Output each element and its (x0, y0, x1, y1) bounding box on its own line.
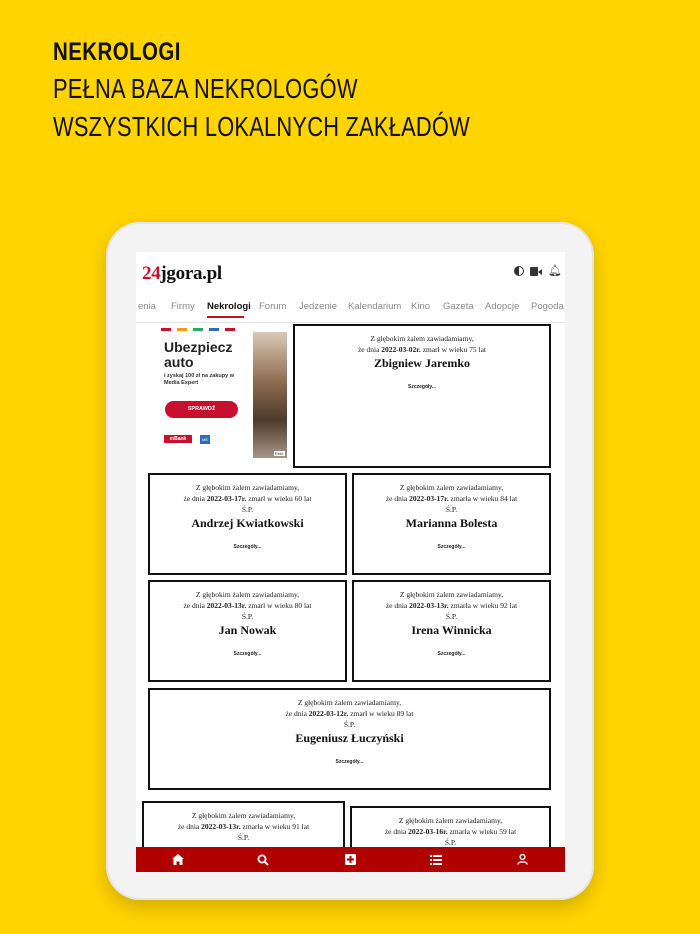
logo-number: 24 (142, 263, 161, 284)
nav-item-adopcje[interactable]: Adopcje (485, 301, 520, 312)
card-intro: Z głębokim żalem zawiadamiamy, (191, 811, 296, 820)
obituary-card[interactable] (352, 580, 551, 682)
promo-subtitle-1: PEŁNA BAZA NEKROLOGÓW (53, 73, 358, 104)
details-link[interactable]: Szczegóły... (335, 759, 364, 765)
nav-item-gazeta[interactable]: Gazeta (443, 301, 474, 312)
card-intro: Z głębokim żalem zawiadamiamy, (399, 590, 504, 599)
ad-cta-button[interactable]: SPRAWDŹ (165, 401, 238, 418)
card-sp: Ś.P. (241, 505, 254, 514)
card-date-line: że dnia 2022-03-17r. zmarł w wieku 60 lat (183, 494, 312, 503)
obituary-card[interactable] (148, 580, 347, 682)
ad-logos (164, 435, 210, 444)
card-date-line: że dnia 2022-03-13r. zmarła w wieku 92 lat (385, 601, 518, 610)
ad-subtitle: i zyskaj 100 zł na zakupy w Media Expert (164, 373, 235, 386)
nav-item-pogoda[interactable]: Pogoda (531, 301, 564, 312)
details-link[interactable]: Szczegóły... (233, 544, 262, 550)
obituary-card[interactable] (148, 473, 347, 575)
card-name: Andrzej Kwiatkowski (191, 516, 304, 530)
header-icons (514, 265, 562, 277)
obituary-card[interactable] (148, 688, 551, 790)
bottom-nav (136, 847, 565, 872)
video-icon[interactable] (530, 267, 542, 276)
details-link[interactable]: Szczegóły... (437, 544, 466, 550)
card-sp: Ś.P. (444, 838, 457, 847)
advertisement[interactable] (153, 328, 287, 458)
user-icon[interactable] (502, 847, 542, 872)
card-sp: Ś.P. (241, 612, 254, 621)
contrast-icon[interactable] (514, 266, 524, 276)
list-icon[interactable] (416, 847, 456, 872)
nav-item-kino[interactable]: Kino (411, 301, 431, 312)
bell-icon[interactable]: 🔔︎ (548, 265, 562, 277)
details-link[interactable]: Szczegóły... (408, 384, 436, 390)
card-sp: Ś.P. (445, 612, 458, 621)
nav-item-firmy[interactable]: Firmy (171, 301, 195, 312)
details-link[interactable]: Szczegóły... (233, 651, 262, 657)
obituary-card[interactable] (293, 324, 551, 468)
ad-logo-media-expert: ME (202, 437, 208, 442)
nav-item-forum[interactable]: Forum (259, 301, 287, 312)
card-intro: Z głębokim żalem zawiadamiamy, (399, 483, 504, 492)
card-name: Marianna Bolesta (405, 516, 498, 530)
app-screen (136, 252, 565, 872)
nav-item-nekrologi[interactable]: Nekrologi (207, 301, 251, 312)
app-header (136, 252, 565, 296)
card-date-line: że dnia 2022-03-13r. zmarł w wieku 80 lat (183, 601, 312, 610)
card-sp: Ś.P. (237, 833, 250, 842)
card-name: Eugeniusz Łuczyński (295, 731, 404, 745)
card-date-line: że dnia 2022-03-13r. zmarła w wieku 91 lat (177, 822, 310, 831)
promo-headline (53, 38, 588, 143)
ad-photo (253, 332, 287, 458)
category-nav (136, 296, 565, 323)
card-name: Irena Winnicka (411, 623, 492, 637)
card-intro: Z głębokim żalem zawiadamiamy, (297, 698, 402, 707)
card-intro: Z głębokim żalem zawiadamiamy, (195, 483, 300, 492)
card-sp: Ś.P. (343, 720, 356, 729)
logo-text: jgora.pl (160, 263, 222, 284)
site-logo[interactable] (142, 263, 222, 285)
nav-item-partial[interactable]: enia (138, 301, 156, 312)
obituary-list (136, 324, 565, 847)
promo-subtitle-2: WSZYSTKICH LOKALNYCH ZAKŁADÓW (53, 111, 470, 142)
card-intro: Z głębokim żalem zawiadamiamy, (398, 816, 503, 825)
card-date-line: że dnia 2022-03-12r. zmarł w wieku 89 lat (285, 709, 414, 718)
ad-logo-mbank: mBank (164, 435, 192, 443)
card-date-line: że dnia 2022-03-16r. zmarła w wieku 59 lat (384, 827, 517, 836)
ad-tag: Rekl. (274, 451, 284, 456)
card-intro: Z głębokim żalem zawiadamiamy, (370, 334, 474, 343)
card-name: Zbigniew Jaremko (373, 356, 471, 370)
obituary-card[interactable] (352, 473, 551, 575)
home-icon[interactable] (158, 847, 198, 872)
ad-color-bar (153, 328, 251, 331)
card-date-line: że dnia 2022-03-17r. zmarła w wieku 84 lat (385, 494, 518, 503)
nav-item-jedzenie[interactable]: Jedzenie (299, 301, 338, 312)
card-intro: Z głębokim żalem zawiadamiamy, (195, 590, 300, 599)
details-link[interactable]: Szczegóły... (437, 651, 466, 657)
add-icon[interactable] (330, 847, 370, 872)
search-icon[interactable] (243, 847, 283, 872)
promo-title: NEKROLOGI (53, 38, 181, 66)
card-date-line: że dnia 2022-03-02r. zmarł w wieku 75 lat (357, 345, 487, 354)
ad-title: Ubezpiecz auto (164, 339, 233, 370)
card-sp: Ś.P. (445, 505, 458, 514)
nav-active-underline (207, 316, 244, 318)
card-name: Jan Nowak (218, 623, 277, 637)
nav-item-kalendarium[interactable]: Kalendarium (348, 301, 402, 312)
